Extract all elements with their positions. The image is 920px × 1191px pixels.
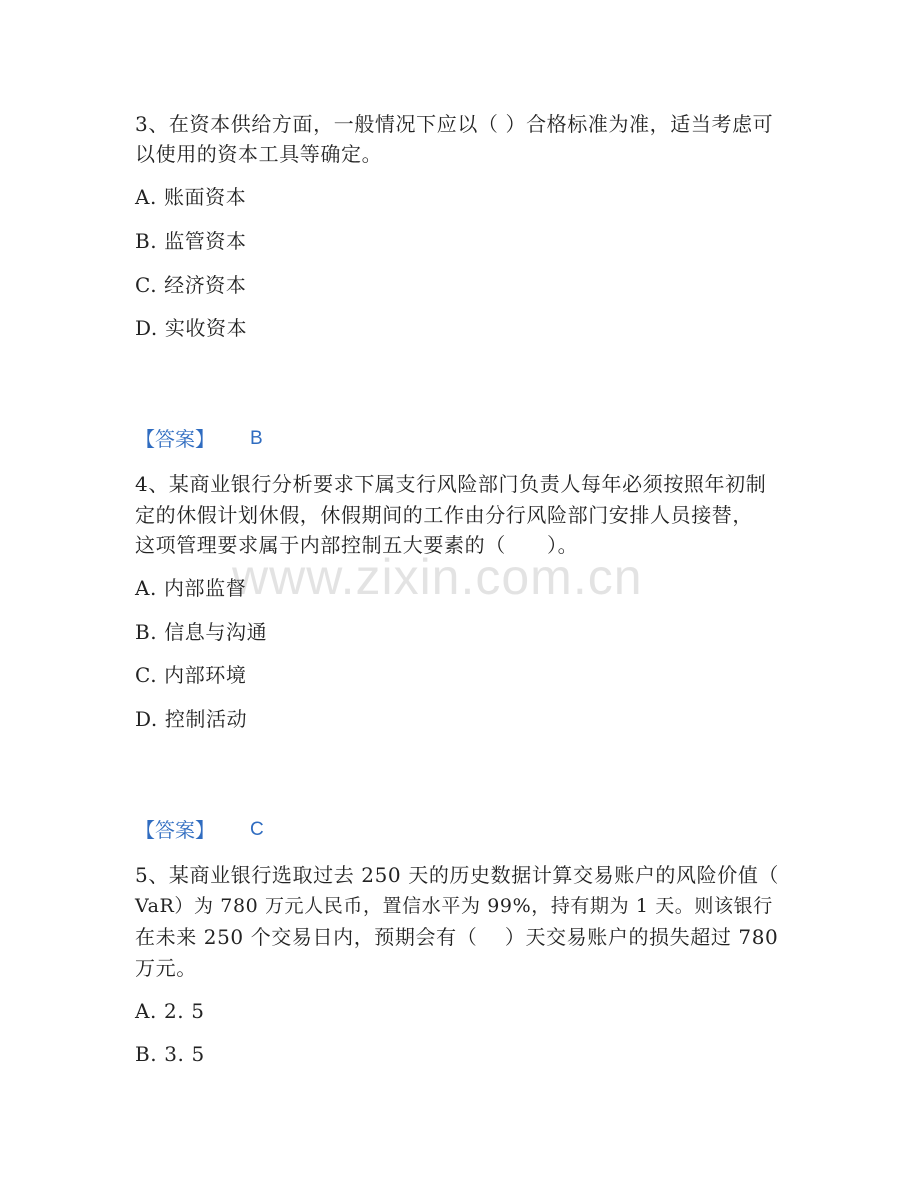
q5-option-a: A. 2. 5 — [135, 999, 205, 1023]
q3-answer-label: 【答案】 — [135, 427, 215, 451]
q3-option-b: B. 监管资本 — [135, 229, 247, 253]
q3-stem-line-1: 3、在资本供给方面，一般情况下应以（ ）合格标准为准，适当考虑可 — [135, 112, 774, 136]
q5-stem-line-1: 5、某商业银行选取过去 250 天的历史数据计算交易账户的风险价值（ — [135, 863, 780, 887]
q4-answer-value: C — [250, 819, 264, 840]
q3-answer-value: B — [250, 428, 263, 449]
q4-stem-line-3: 这项管理要求属于内部控制五大要素的（ ）。 — [135, 533, 579, 557]
q4-stem-line-2: 定的休假计划休假，休假期间的工作由分行风险部门安排人员接替， — [135, 503, 753, 527]
q4-stem-line-1: 4、某商业银行分析要求下属支行风险部门负责人每年必须按照年初制 — [135, 472, 767, 496]
q4-option-c: C. 内部环境 — [135, 663, 247, 687]
watermark: www.zixin.com.cn — [232, 549, 643, 605]
q5-option-b: B. 3. 5 — [135, 1042, 205, 1066]
q4-option-d: D. 控制活动 — [135, 707, 248, 731]
q3-option-c: C. 经济资本 — [135, 273, 247, 297]
q5-stem-line-3: 在未来 250 个交易日内，预期会有（ ）天交易账户的损失超过 780 — [135, 925, 779, 949]
q4-option-b: B. 信息与沟通 — [135, 620, 268, 644]
q4-answer-label: 【答案】 — [135, 818, 215, 842]
q4-option-a: A. 内部监督 — [135, 576, 247, 600]
q3-option-d: D. 实收资本 — [135, 316, 248, 340]
q5-stem-line-4: 万元。 — [135, 956, 197, 980]
q3-option-a: A. 账面资本 — [135, 185, 247, 209]
q3-stem-line-2: 以使用的资本工具等确定。 — [135, 142, 383, 166]
q5-stem-line-2: VaR）为 780 万元人民币，置信水平为 99%，持有期为 1 天。则该银行 — [135, 895, 773, 917]
